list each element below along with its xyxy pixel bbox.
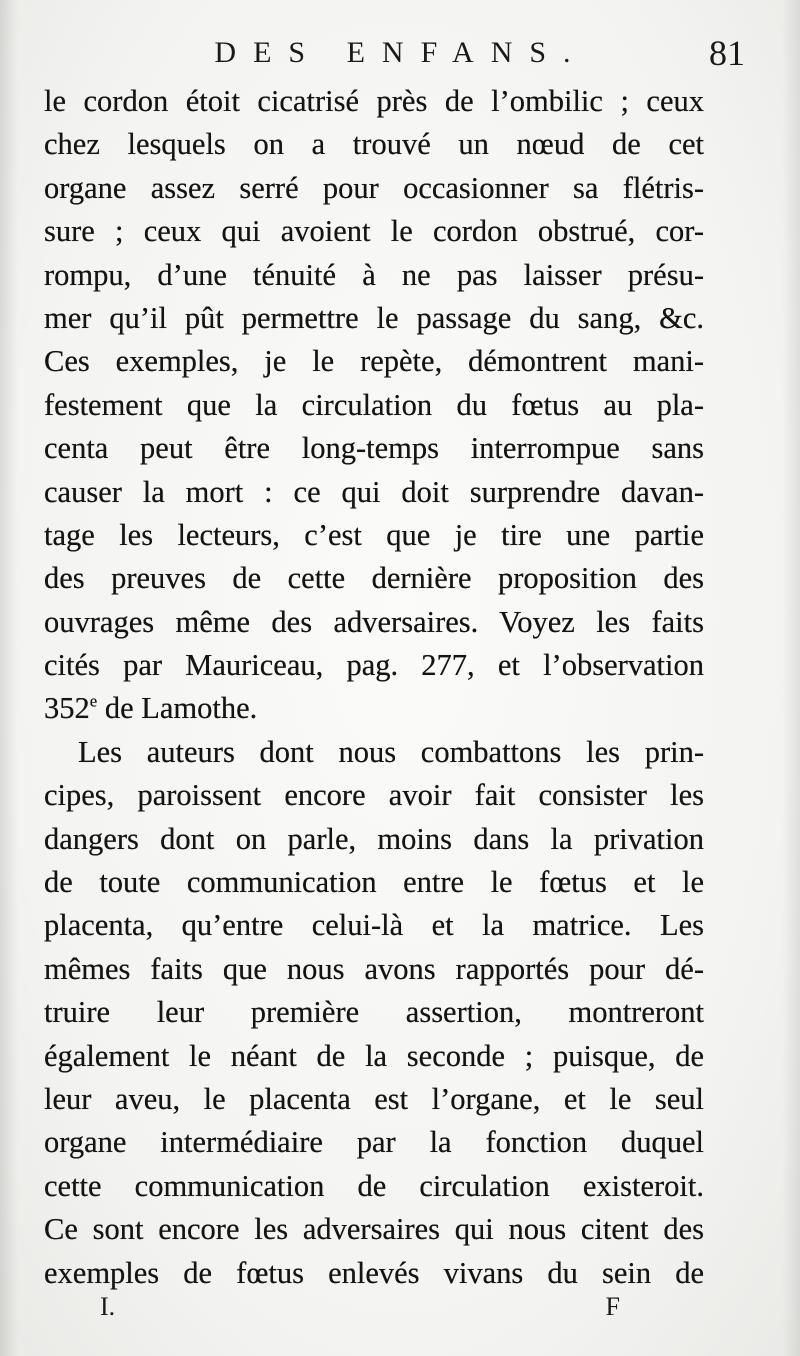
text-line: Ces exemples, je le repète, démontrent mani- [44,344,704,379]
observation-number: 352 [44,691,90,726]
text-line: chez lesquels on a trouvé un nœud de cet [44,127,704,162]
text-line: cette communication de circulation existeroit. [44,1168,704,1203]
text-line: placenta, qu’entre celui-là et la matrice. Les [44,908,704,943]
signature-marks [100,1292,620,1332]
text-line: sure ; ceux qui avoient le cordon obstrué, cor- [44,214,704,249]
text-line: mêmes faits que nous avons rapportés pour dé- [44,951,704,986]
text-line: centa peut être long-temps interrompue sans [44,431,704,466]
text-line: de toute communication entre le fœtus et le [44,865,704,900]
page-edge-shadow-left [0,0,18,1356]
text-line: ouvrages même des adversaires. Voyez les faits [44,604,704,639]
text-line: Ce sont encore les adversaires qui nous citent des [44,1212,704,1247]
page-edge-shadow-right [782,0,800,1356]
text-line: festement que la circulation du fœtus au pla- [44,387,704,422]
text-line: cités par Mauriceau, pag. 277, et l’observation [44,648,704,683]
text-line: dangers dont on parle, moins dans la privation [44,821,704,856]
text-line: le cordon étoit cicatrisé près de l’ombilic ; ceux [44,84,704,118]
observation-source: de Lamothe. [97,691,258,726]
text-line: tage les lecteurs, c’est que je tire une partie [44,517,704,552]
text-line: des preuves de cette dernière proposition des [44,561,704,596]
text-line: exemples de fœtus enlevés vivans du sein de [44,1255,704,1290]
text-line: organe intermédiaire par la fonction duquel [44,1125,704,1160]
text-line: truire leur première assertion, montreront [44,995,704,1030]
text-line: organe assez serré pour occasionner sa flétris- [44,170,704,205]
text-line: rompu, d’une ténuité à ne pas laisser présu- [44,257,704,292]
text-line: leur aveu, le placenta est l’organe, et le seul [44,1081,704,1116]
text-line-paragraph-end [44,687,704,730]
text-line-paragraph-start: Les auteurs dont nous combattons les prin- [78,734,704,769]
text-line: également le néant de la seconde ; puisque, de [44,1038,704,1073]
text-line: cipes, paroissent encore avoir fait consister les [44,778,704,813]
running-title: DES ENFANS. [214,36,588,69]
text-line: causer la mort : ce qui doit surprendre davan- [44,474,704,509]
ordinal-suffix: e [89,691,98,711]
signature-volume-mark: I. [100,1292,116,1321]
page-number: 81 [709,33,745,73]
text-line: mer qu’il pût permettre le passage du sang, &c. [44,300,704,335]
body-text [44,80,704,1295]
signature-gathering-mark: F [605,1292,620,1321]
running-head [40,30,745,80]
